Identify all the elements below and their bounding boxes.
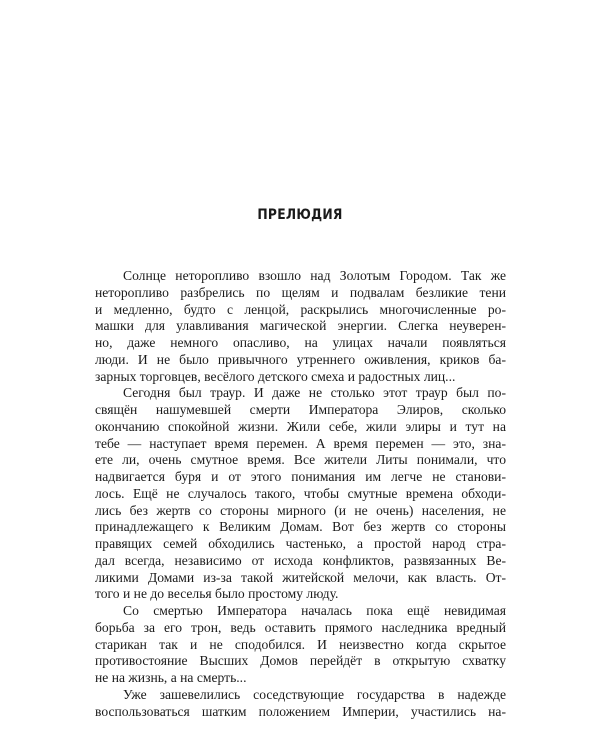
text-line: окончанию спокойной жизни. Жили себе, жили элиры и тут на: [95, 418, 506, 434]
text-line: люди. И не было привычного утреннего оживления, криков ба-: [95, 351, 506, 367]
text-line: но, даже немного опасливо, на улицах начали появляться: [95, 335, 506, 350]
text-line: ете ли, очень смутное время. Все жители Литы понимали, что: [95, 452, 506, 468]
text-line: ликими Домами из-за такой житейской мелочи, как власть. От-: [95, 569, 506, 585]
text-line: Сегодня был траур. И даже не столько этот траур был по-: [123, 385, 506, 401]
text-line: принадлежащего к Великим Домам. Вот без жертв со стороны: [95, 519, 506, 535]
paragraph: [95, 268, 506, 385]
text-line: воспользоваться шатким положением Империи, участились на-: [95, 703, 506, 719]
paragraph: [95, 603, 506, 687]
text-line: неторопливо разбрелись по щелям и подвалам безликие тени: [95, 284, 506, 300]
chapter-body: [95, 268, 506, 720]
text-line: правящих семей обходились частенько, а простой народ стра-: [95, 536, 506, 551]
text-line: того и не до веселья было простому люду.: [95, 586, 339, 602]
chapter-title: ПРЕЛЮДИЯ: [257, 207, 343, 223]
text-line: свящён нашумевшей смерти Императора Элиров, сколько: [95, 402, 506, 417]
text-line: старикан так и не сподобился. И неизвестно когда скрытое: [95, 636, 506, 652]
text-line: борьба за его трон, ведь оставить прямого наследника вредный: [95, 619, 506, 635]
text-line: Уже зашевелились соседствующие государства в надежде: [123, 686, 506, 702]
text-line: дал всегда, независимо от исхода конфликтов, развязанных Ве-: [95, 552, 506, 568]
text-line: машки для улавливания магической энергии. Слегка неуверен-: [95, 318, 506, 334]
text-line: надвигается буря и от этого понимания им легче не станови-: [95, 469, 506, 484]
text-line: не на жизнь, а на смерть...: [95, 670, 247, 685]
text-line: Солнце неторопливо взошло над Золотым Городом. Так же: [123, 268, 506, 283]
text-line: лись без жертв со стороны мирного (и не очень) населения, не: [95, 502, 506, 518]
text-line: противостояние Высших Домов перейдёт в открытую схватку: [95, 653, 506, 669]
text-line: зарных торговцев, весёлого детского смеха и радостных лиц...: [95, 368, 456, 384]
text-line: лось. Ещё не случалось такого, чтобы смутные времена обходи-: [95, 485, 506, 501]
text-line: тебе — наступает время перемен. А время перемен — это, зна-: [95, 435, 506, 451]
text-line: Со смертью Императора началась пока ещё невидимая: [123, 603, 506, 618]
text-line: и медленно, будто с ленцой, раскрылись многочисленные ро-: [95, 301, 506, 317]
paragraph: [95, 687, 506, 721]
paragraph: [95, 385, 506, 603]
